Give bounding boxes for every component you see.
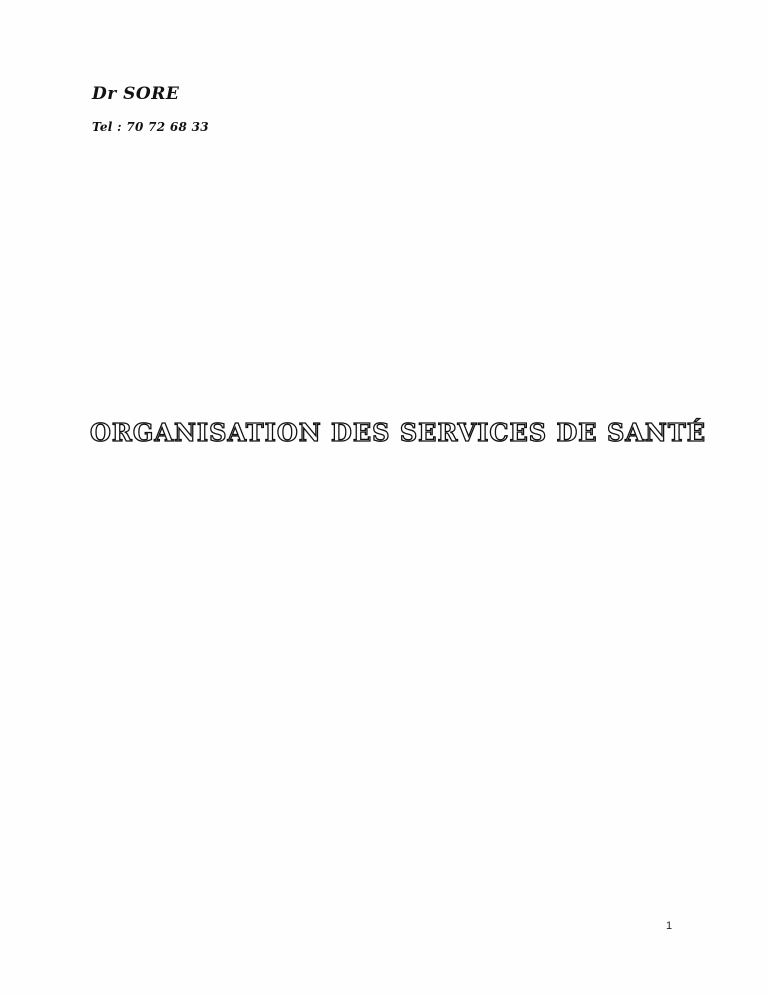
author-phone: Tel : 70 72 68 33: [92, 120, 209, 134]
author-name: Dr SORE: [92, 84, 180, 104]
document-title: ORGANISATION DES SERVICES DE SANTÉ: [90, 418, 706, 447]
page-number: 1: [666, 920, 673, 932]
